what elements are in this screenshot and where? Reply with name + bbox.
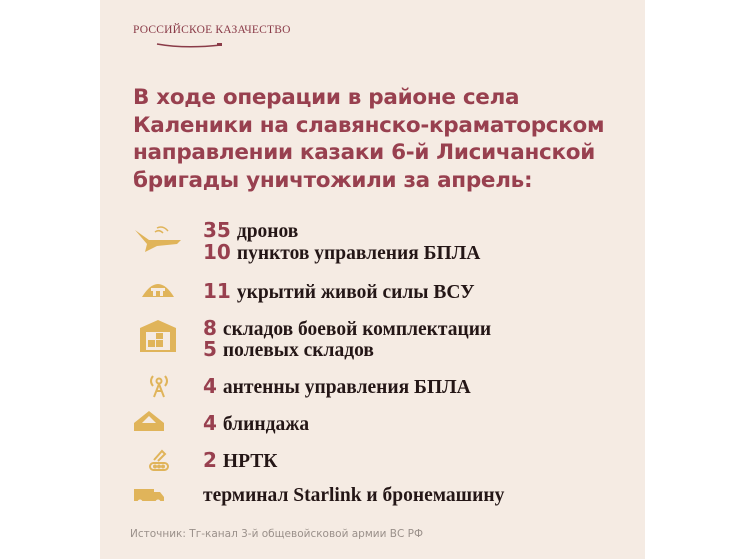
item-text: укрытий живой силы ВСУ [236,282,475,303]
item-text: складов боевой комплектации [222,319,492,340]
headline-line: В ходе операции в районе села [133,85,520,110]
item-line [203,374,471,399]
item-text: НРТК [222,451,278,472]
item-count: 4 [203,374,217,398]
item-count: 10 [203,240,231,264]
item-count: 11 [203,279,231,303]
item-count: 2 [203,448,217,472]
item-line [203,411,309,436]
item-text: полевых складов [222,340,374,361]
item-text: блиндажа [222,414,310,435]
infographic-card [100,0,645,559]
antenna-icon [148,374,170,398]
shelter-icon [140,279,176,299]
item-line [203,337,374,362]
headline-line: бригады уничтожили за апрель: [133,167,533,193]
item-count: 4 [203,411,217,435]
item-line [203,485,504,507]
headline [133,84,643,194]
item-line [203,240,480,265]
warehouse-icon [140,320,176,352]
item-count: 8 [203,316,217,340]
headline-line: Каленики на славянско-краматорском [133,112,605,138]
item-text: антенны управления БПЛА [222,377,471,398]
item-count: 35 [203,218,231,242]
sabre-icon [155,42,225,50]
truck-icon [134,489,164,505]
robot-icon [148,448,170,472]
drone-icon [133,226,183,254]
item-text: пунктов управления БПЛА [236,243,481,264]
dugout-icon [134,411,164,431]
item-line [203,448,277,473]
item-line [203,279,475,304]
headline-line: направлении казаки 6-й Лисичанской [133,140,596,165]
source-note: Источник: Тг-канал 3-й общевойсковой армии ВС РФ [130,528,424,540]
item-text: дронов [236,221,299,242]
item-count: 5 [203,337,217,361]
brand-logo-text: РОССИЙСКОЕ КАЗАЧЕСТВО [133,24,291,36]
item-text: терминал Starlink и бронемашину [203,485,505,506]
